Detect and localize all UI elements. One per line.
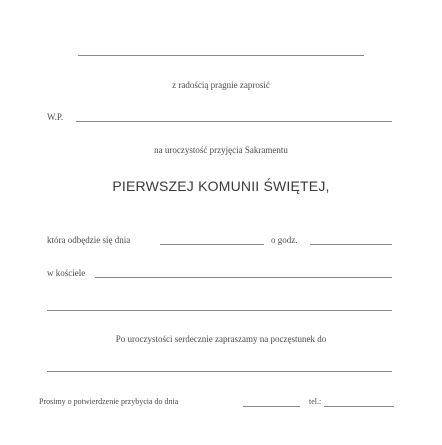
reception-place-line: [47, 371, 392, 372]
rsvp-date-line: [243, 406, 300, 407]
hour-label: o godz.: [271, 235, 298, 245]
church-label: w kościele: [47, 268, 86, 278]
occasion-text: na uroczystość przyjęcia Sakramentu: [154, 145, 288, 155]
extra-line: [47, 310, 392, 311]
guest-name-line: [76, 121, 392, 122]
rsvp-label: Prosimy o potwierdzenie przybycia do dnia: [39, 397, 179, 406]
phone-label: tel.:: [309, 397, 322, 406]
date-label: która odbędzie się dnia: [47, 235, 131, 245]
sender-line: [78, 55, 364, 56]
reception-text: Po uroczystości serdecznie zapraszamy na poczęstunek do: [115, 334, 327, 344]
hour-line: [310, 244, 392, 245]
page-title: PIERWSZEJ KOMUNII ŚWIĘTEJ,: [112, 178, 330, 194]
church-line: [95, 277, 392, 278]
wp-label: W.P.: [47, 112, 64, 122]
phone-line: [324, 406, 394, 407]
intro-text: z radością pragnie zaprosić: [172, 80, 270, 90]
date-line: [160, 244, 264, 245]
